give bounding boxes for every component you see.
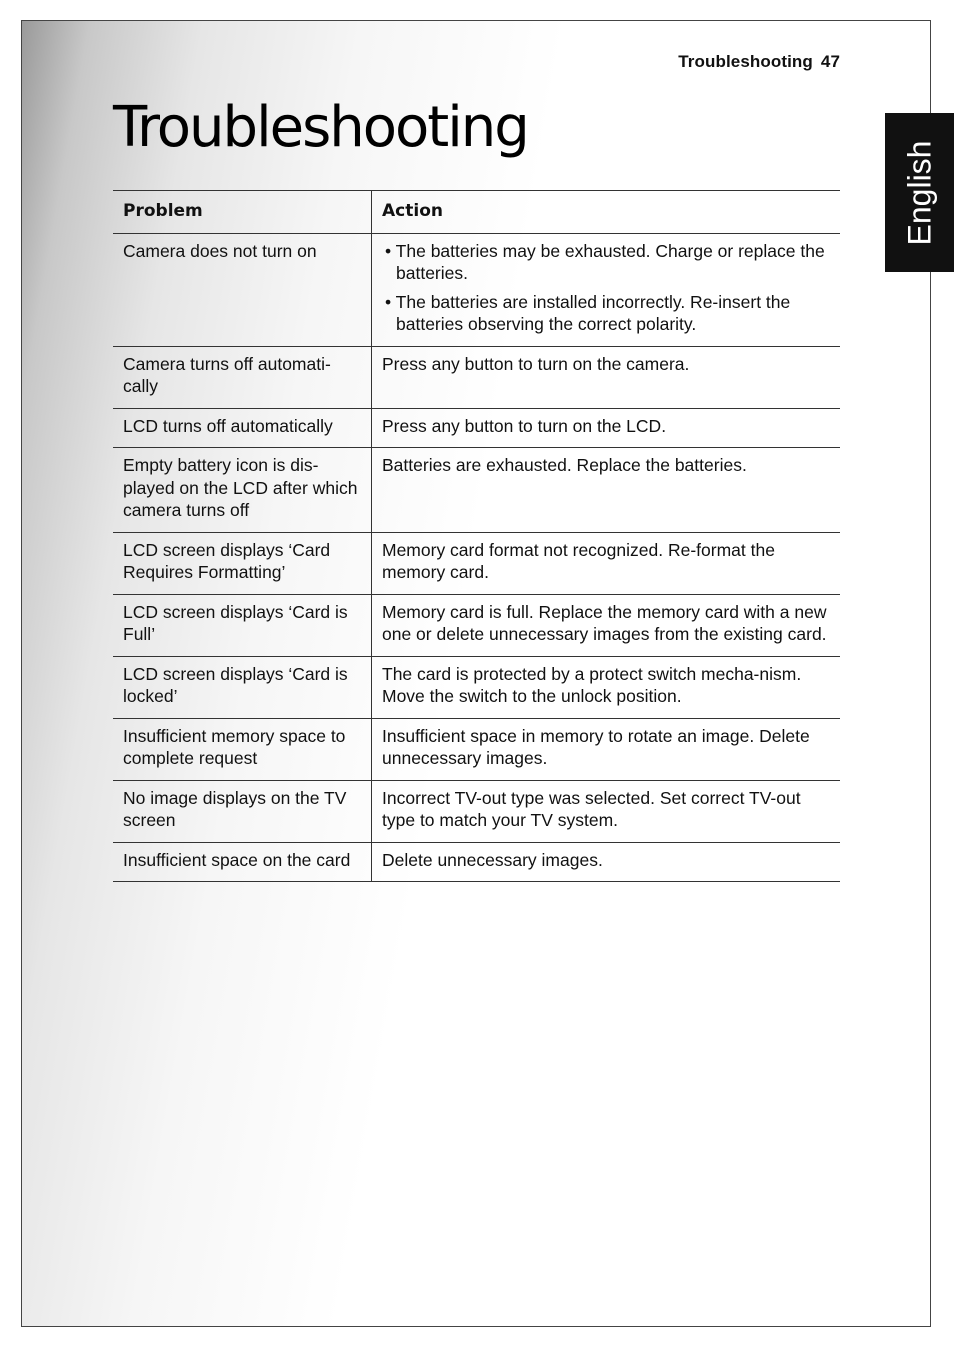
action-text: • The batteries may be exhausted. Charge or replace the batteries. [385,240,825,283]
action-text: Batteries are exhausted. Replace the batteries. [382,455,747,475]
troubleshooting-table [113,190,840,882]
action-text: Memory card format not recognized. Re-format the memory card. [382,539,775,582]
table-row [113,346,840,408]
action-text: Press any button to turn on the LCD. [382,415,667,436]
action-text: The card is protected by a protect switch mecha-nism. Move the switch to the unlock position. [382,663,802,706]
problem-cell: Empty battery icon is dis-played on the LCD after which camera turns off [113,448,372,533]
problem-cell: LCD screen displays ‘Card is locked’ [113,656,372,718]
language-tab [885,113,954,272]
problem-cell: LCD screen displays ‘Card Requires Formatting’ [113,532,372,594]
action-cell [372,408,841,448]
problem-cell: LCD turns off automatically [113,408,372,448]
running-header-section: Troubleshooting [678,52,813,71]
action-cell [372,656,841,718]
action-cell [372,346,841,408]
table-row [113,656,840,718]
table-row [113,408,840,448]
running-header [678,52,840,72]
problem-cell: LCD screen displays ‘Card is Full’ [113,594,372,656]
page-number: 47 [820,52,840,71]
table-body [113,233,840,882]
table-row [113,233,840,346]
problem-cell: Insufficient space on the card [113,842,372,882]
problem-cell: No image displays on the TV screen [113,780,372,842]
table-row [113,780,840,842]
problem-cell: Camera turns off automati-cally [113,346,372,408]
action-cell [372,532,841,594]
language-tab-label: English [901,140,937,245]
action-cell [372,233,841,346]
action-text: Press any button to turn on the camera. [382,353,690,374]
column-header-action: Action [372,191,841,234]
table-header-row [113,191,840,234]
action-cell [372,780,841,842]
table-row [113,842,840,882]
table-row [113,448,840,533]
problem-cell: Insufficient memory space to complete request [113,718,372,780]
problem-cell: Camera does not turn on [113,233,372,346]
action-cell [372,718,841,780]
action-text: Memory card is full. Replace the memory card with a new one or delete unnecessary images from the existing card. [382,601,827,644]
action-cell [372,594,841,656]
table-row [113,718,840,780]
action-text: • The batteries are installed incorrectly. Re-insert the batteries observing the correct polarity. [385,291,791,334]
action-text: Incorrect TV-out type was selected. Set correct TV-out type to match your TV system. [382,787,801,830]
action-cell [372,448,841,533]
action-text: Insufficient space in memory to rotate an image. Delete unnecessary images. [382,725,810,768]
table-row [113,594,840,656]
column-header-problem: Problem [113,191,372,234]
action-text: Delete unnecessary images. [382,849,603,870]
page-title: Troubleshooting [113,95,528,160]
action-cell [372,842,841,882]
table-row [113,532,840,594]
